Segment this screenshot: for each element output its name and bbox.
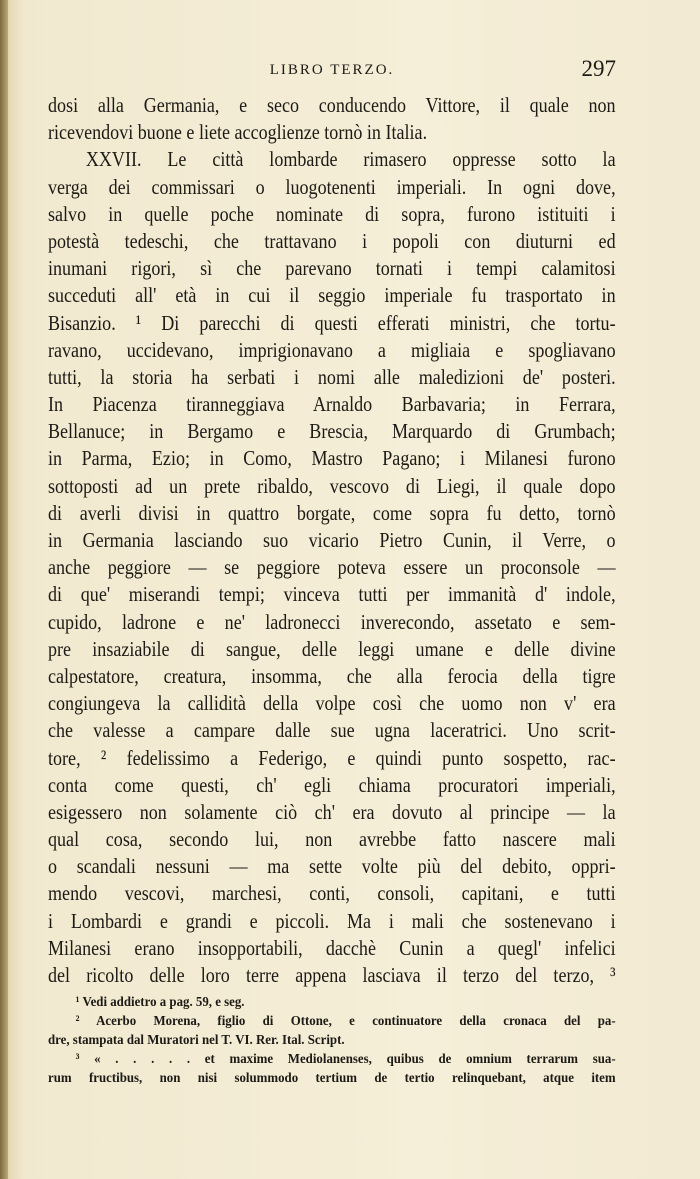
body-line: inumani rigori, sì che parevano tornati i tempi calamitosi bbox=[48, 256, 616, 281]
body-line: dosi alla Germania, e seco conducendo Vittore, il quale non bbox=[48, 93, 616, 117]
body-line: i Lombardi e grandi e piccoli. Ma i mali che sostenevano i bbox=[48, 908, 616, 933]
body-line: pre insaziabile di sangue, delle leggi umane e delle divine bbox=[48, 636, 616, 661]
footnotes bbox=[48, 993, 616, 1088]
body-line: calpestatore, creatura, insomma, che alla ferocia della tigre bbox=[48, 663, 616, 688]
body-line: conta come questi, ch' egli chiama procuratori imperiali, bbox=[48, 772, 616, 797]
body-line: in Germania lasciando suo vicario Pietro Cunin, il Verre, o bbox=[48, 528, 616, 552]
footnote-line: rum fructibus, non nisi solummodo tertium de tertio relinquebant, atque item bbox=[48, 1071, 616, 1086]
footnote-line: ¹ Vedi addietro a pag. 59, e seg. bbox=[75, 995, 245, 1010]
body-text bbox=[48, 92, 616, 989]
body-line: mendo vescovi, marchesi, conti, consoli, capitani, e tutti bbox=[48, 881, 616, 906]
body-line: o scandali nessuni — ma sette volte più del debito, oppri- bbox=[48, 854, 616, 879]
body-line: di averli divisi in quattro borgate, come sopra fu detto, tornò bbox=[48, 500, 616, 525]
body-line: ricevendovi buone e liete accoglienze tornò in Italia. bbox=[48, 120, 428, 145]
body-line: verga dei commissari o luogotenenti imperiali. In ogni dove, bbox=[48, 174, 616, 199]
footnote-separator bbox=[48, 977, 138, 978]
body-line: salvo in quelle poche nominate di sopra, furono istituiti i bbox=[48, 201, 616, 226]
footnote-line: dre, stampata dal Muratori nel T. VI. Rer. Ital. Script. bbox=[48, 1033, 345, 1048]
body-line: di que' miserandi tempi; vinceva tutti per immanità d' indole, bbox=[48, 582, 616, 607]
body-line: del ricolto delle loro terre appena lasciava il terzo del terzo, ³ bbox=[48, 963, 616, 987]
body-line: In Piacenza tiranneggiava Arnaldo Barbavaria; in Ferrara, bbox=[48, 392, 616, 417]
page-binding-edge bbox=[0, 0, 8, 1179]
running-head bbox=[48, 58, 616, 84]
body-line: sottoposti ad un prete ribaldo, vescovo di Liegi, il quale dopo bbox=[48, 473, 616, 498]
body-line: Bisanzio. ¹ Di parecchi di questi efferati ministri, che tortu- bbox=[48, 310, 616, 335]
body-line: cupido, ladrone e ne' ladronecci inverecondo, assetato e sem- bbox=[48, 609, 616, 634]
body-line: in Parma, Ezio; in Como, Mastro Pagano; i Milanesi furono bbox=[48, 446, 616, 471]
body-line: Milanesi erano insopportabili, dacchè Cunin a quegl' infelici bbox=[48, 935, 616, 960]
body-line: tutti, la storia ha serbati i nomi alle maledizioni de' posteri. bbox=[48, 364, 616, 389]
body-line: ravano, uccidevano, imprigionavano a migliaia e spogliavano bbox=[48, 337, 616, 362]
body-line: XXVII. Le città lombarde rimasero oppresse sotto la bbox=[85, 147, 616, 172]
body-line: che valesse a campare dalle sue ugna laceratrici. Uno scrit- bbox=[48, 718, 616, 743]
body-line: succeduti all' età in cui il seggio imperiale fu trasportato in bbox=[48, 283, 616, 308]
page-number: 297 bbox=[581, 56, 616, 81]
running-title: LIBRO TERZO. bbox=[269, 62, 395, 78]
body-line: anche peggiore — se peggiore poteva essere un proconsole — bbox=[48, 555, 616, 580]
body-line: potestà tedeschi, che trattavano i popoli con diuturni ed bbox=[48, 228, 616, 253]
footnote-line: ³ « . . . . . et maxime Mediolanenses, quibus de omnium terrarum sua- bbox=[75, 1052, 616, 1067]
body-line: qual cosa, secondo lui, non avrebbe fatto nascere mali bbox=[48, 827, 616, 852]
body-line: Bellanuce; in Bergamo e Brescia, Marquardo di Grumbach; bbox=[48, 419, 616, 444]
body-line: esigessero non solamente ciò ch' era dovuto al principe — la bbox=[48, 799, 616, 824]
body-line: tore, ² fedelissimo a Federigo, e quindi punto sospetto, rac- bbox=[48, 745, 616, 770]
body-line: congiungeva la callidità della volpe così che uomo non v' era bbox=[48, 691, 616, 716]
footnote-line: ² Acerbo Morena, figlio di Ottone, e continuatore della cronaca del pa- bbox=[75, 1014, 616, 1029]
